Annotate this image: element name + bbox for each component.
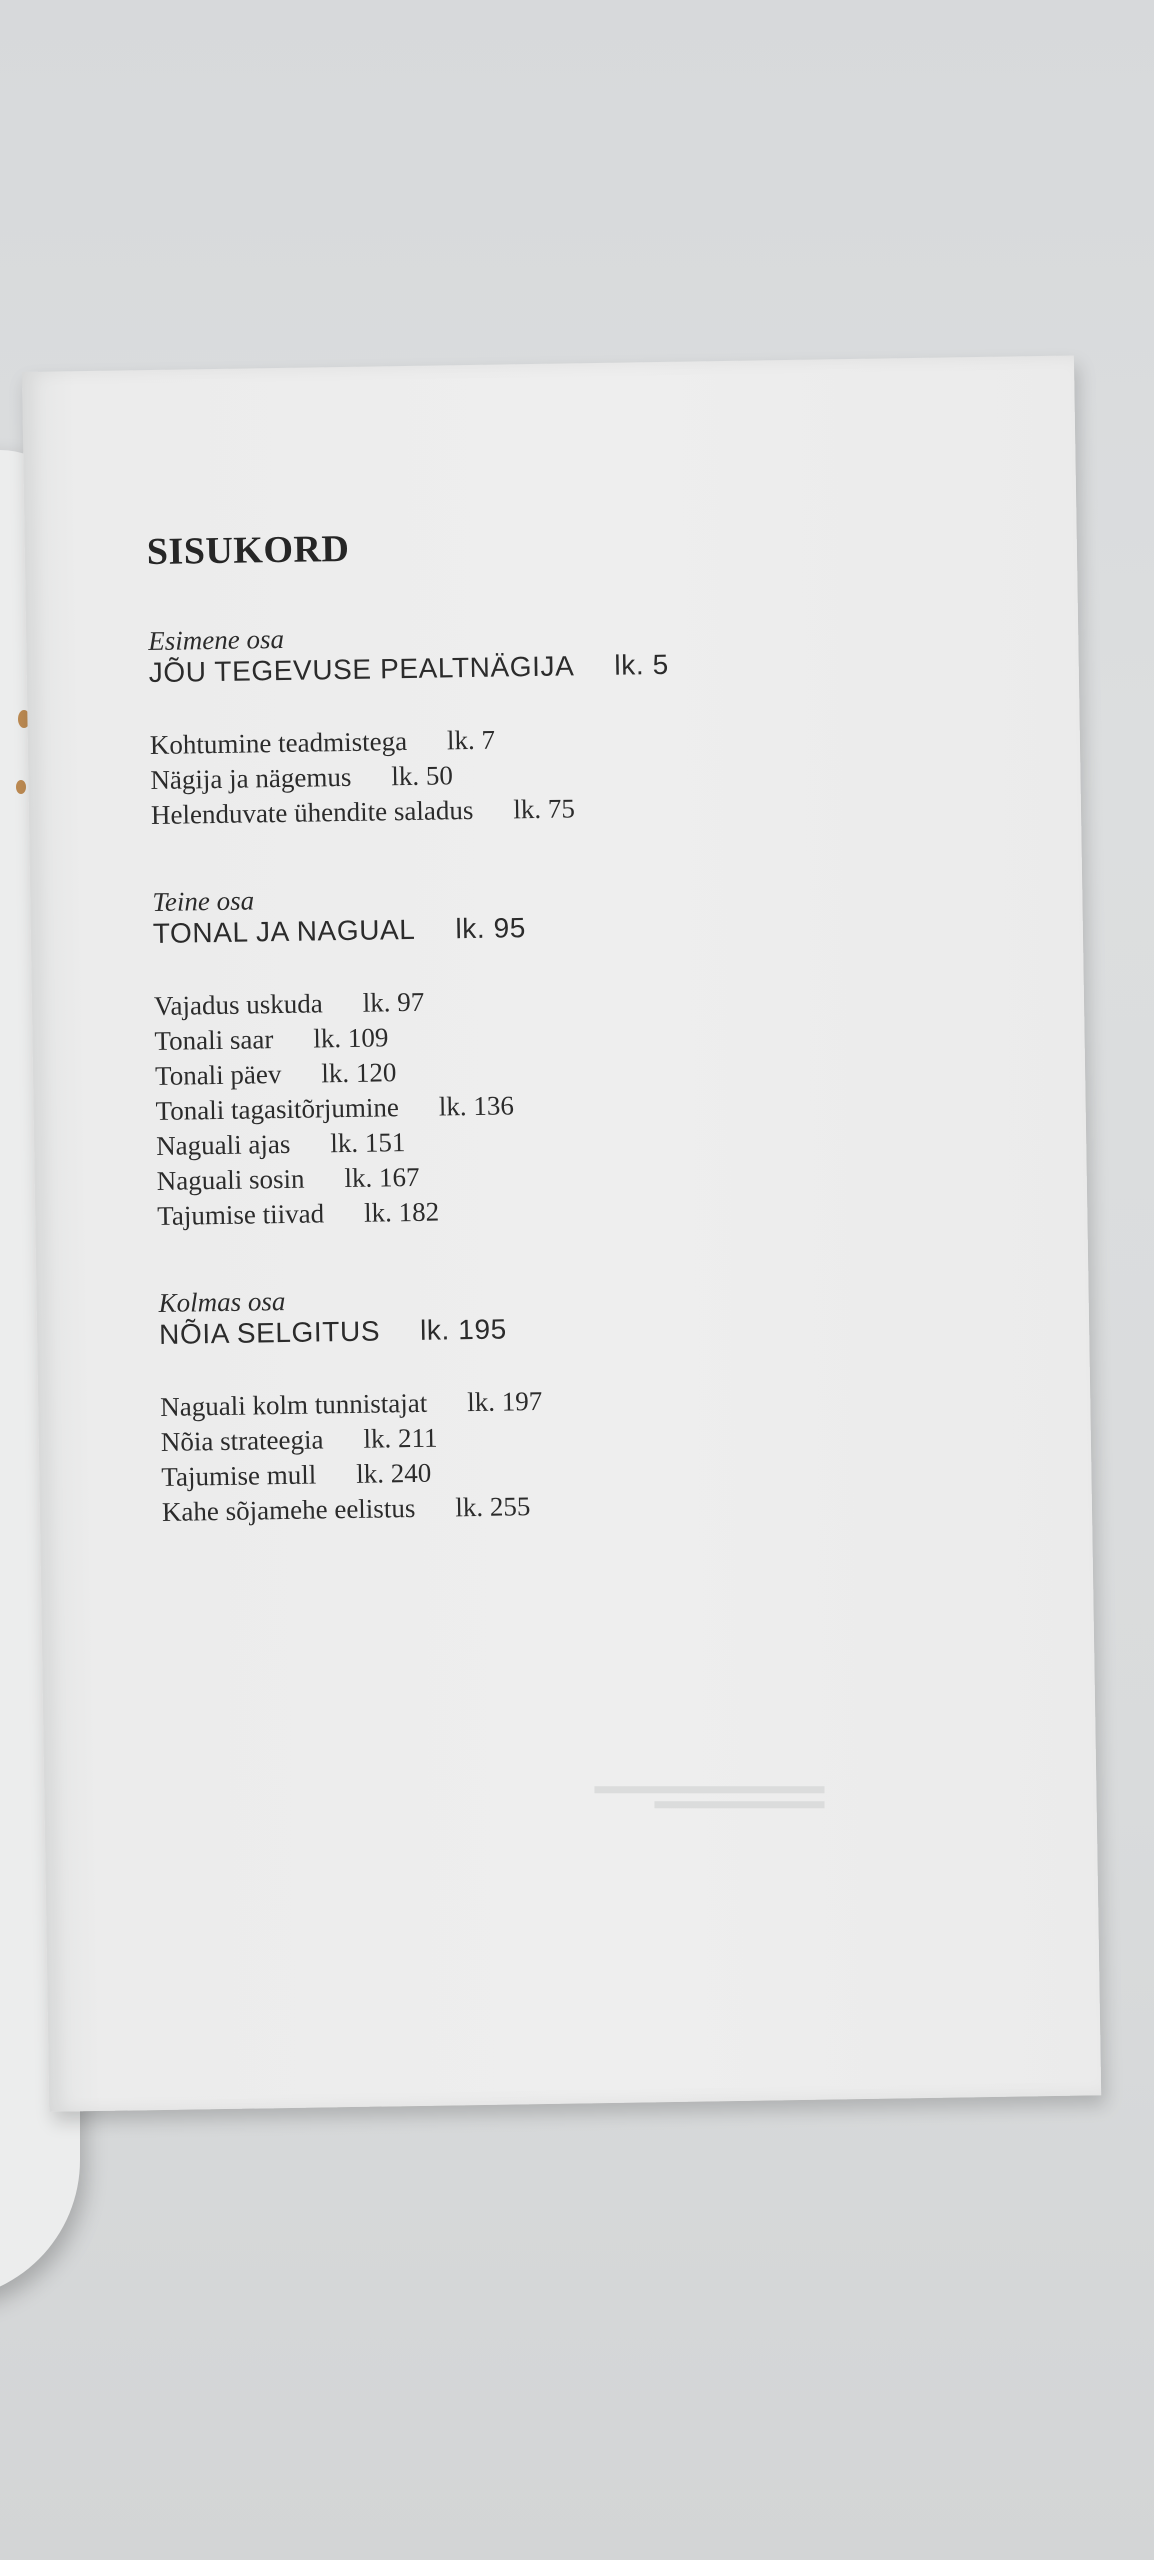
list-item: Tonali tagasitõrjumine lk. 136	[155, 1090, 515, 1126]
part-label: Teine osa	[152, 885, 255, 918]
part-label: Kolmas osa	[158, 1285, 286, 1318]
list-item: Naguali ajas lk. 151	[155, 1127, 406, 1161]
list-item: Helenduvate ühendite saladus lk. 75	[150, 793, 576, 831]
book-page	[22, 355, 1101, 2111]
chapter-list	[160, 1382, 682, 1530]
part-title: JÕU TEGEVUSE PEALTNÄGIJA lk. 5	[148, 648, 669, 689]
list-item: Vajadus uskuda lk. 97	[153, 986, 425, 1022]
page-number: lk. 5	[614, 648, 669, 681]
part-label: Esimene osa	[148, 623, 285, 657]
page-title: SISUKORD	[146, 527, 350, 574]
faded-printer-stamp	[594, 1786, 844, 1808]
part-title: TONAL JA NAGUAL lk. 95	[152, 912, 527, 950]
part-3	[158, 1280, 682, 1530]
page-number: lk. 95	[455, 912, 527, 945]
list-item: Tajumise tiivad lk. 182	[157, 1196, 440, 1231]
list-item: Naguali sosin lk. 167	[156, 1161, 420, 1196]
chapter-list	[154, 981, 678, 1234]
list-item: Kahe sõjamehe eelistus lk. 255	[161, 1491, 531, 1527]
part-2	[152, 879, 677, 1234]
list-item: Nõia strateegia lk. 211	[160, 1422, 438, 1457]
list-item: Tonali päev lk. 120	[154, 1057, 397, 1091]
stain	[16, 780, 26, 794]
part-1	[148, 618, 671, 833]
chapter-list	[150, 720, 672, 833]
part-title: NÕIA SELGITUS lk. 195	[158, 1313, 508, 1350]
list-item: Tajumise mull lk. 240	[161, 1457, 432, 1492]
list-item: Nägija ja nägemus lk. 50	[150, 760, 454, 796]
table-of-contents	[146, 522, 683, 1584]
list-item: Naguali kolm tunnistajat lk. 197	[160, 1385, 543, 1422]
list-item: Kohtumine teadmistega lk. 7	[149, 724, 496, 761]
list-item: Tonali saar lk. 109	[154, 1022, 389, 1056]
page-number: lk. 195	[419, 1313, 508, 1346]
